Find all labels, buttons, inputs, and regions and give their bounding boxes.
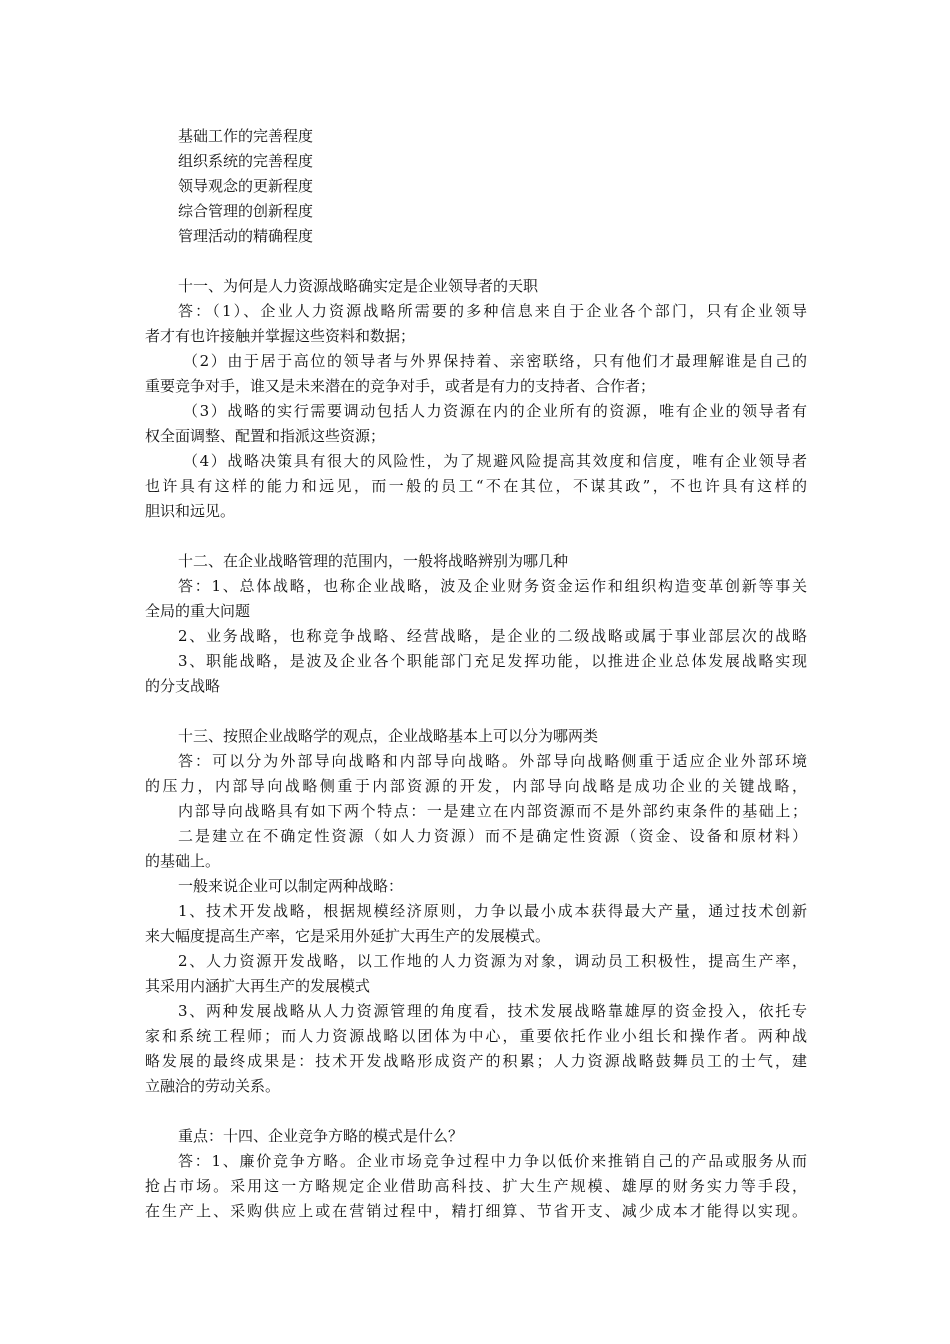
paragraph-line: 的压力，内部导向战略侧重于内部资源的开发，内部导向战略是成功企业的关键战略，: [145, 777, 807, 795]
list-item: 领导观念的更新程度: [178, 177, 314, 195]
paragraph-line: 的基础上。: [145, 852, 221, 870]
section-13-question: 十三、按照企业战略学的观点，企业战略基本上可以分为哪两类: [178, 727, 599, 745]
section-12-question: 十二、在企业战略管理的范围内，一般将战略辨别为哪几种: [178, 552, 569, 570]
section-11: [145, 274, 807, 524]
paragraph-line: 立融洽的劳动关系。: [145, 1077, 281, 1095]
paragraph-line: 1、技术开发战略，根据规模经济原则，力争以最小成本获得最大产量，通过技术创新: [178, 902, 807, 920]
paragraph-line: 略发展的最终成果是：技术开发战略形成资产的积累；人力资源战略鼓舞员工的士气，建: [145, 1052, 807, 1070]
paragraph-line: 家和系统工程师；而人力资源战略以团体为中心，重要依托作业小组长和操作者。两种战: [145, 1027, 807, 1045]
document-page: [145, 124, 807, 1224]
paragraph-line: 抢占市场。采用这一方略规定企业借助高科技、扩大生产规模、雄厚的财务实力等手段，: [145, 1177, 807, 1195]
paragraph-line: 答：1、廉价竞争方略。企业市场竞争过程中力争以低价来推销自己的产品或服务从而: [178, 1152, 807, 1170]
paragraph-line: （4）战略决策具有很大的风险性，为了规避风险提高其效度和信度，唯有企业领导者: [183, 452, 807, 470]
paragraph-line: 者才有也许接触并掌握这些资料和数据；: [145, 327, 416, 345]
paragraph-line: 的分支战略: [145, 677, 221, 695]
paragraph-line: 重要竞争对手，谁又是未来潜在的竞争对手，或者是有力的支持者、合作者；: [145, 377, 656, 395]
paragraph-line: 3、两种发展战略从人力资源管理的角度看，技术发展战略靠雄厚的资金投入，依托专: [178, 1002, 807, 1020]
paragraph-line: 全局的重大问题: [145, 602, 251, 620]
paragraph-line: 一般来说企业可以制定两种战略：: [178, 877, 404, 895]
paragraph-line: 3、职能战略，是波及企业各个职能部门充足发挥功能，以推进企业总体发展战略实现: [178, 652, 807, 670]
paragraph-line: 2、人力资源开发战略，以工作地的人力资源为对象，调动员工积极性，提高生产率，: [178, 952, 807, 970]
paragraph-line: 答：（1）、企业人力资源战略所需要的多种信息来自于企业各个部门，只有企业领导: [178, 302, 807, 320]
paragraph-line: 也许具有这样的能力和远见，而一般的员工“不在其位，不谋其政”，不也许具有这样的: [145, 477, 807, 495]
paragraph-line: （2）由于居于高位的领导者与外界保持着、亲密联络，只有他们才最理解谁是自己的: [183, 352, 807, 370]
paragraph-line: 胆识和远见。: [145, 502, 236, 520]
paragraph-line: 二是建立在不确定性资源（如人力资源）而不是确定性资源（资金、设备和原材料）: [178, 827, 807, 845]
section-12: [145, 549, 807, 699]
paragraph-line: 2、业务战略，也称竞争战略、经营战略，是企业的二级战略或属于事业部层次的战略: [178, 627, 807, 645]
section-14: [145, 1124, 807, 1224]
paragraph-line: （3）战略的实行需要调动包括人力资源在内的企业所有的资源，唯有企业的领导者有: [183, 402, 807, 420]
list-item: 基础工作的完善程度: [178, 127, 314, 145]
paragraph-line: 内部导向战略具有如下两个特点：一是建立在内部资源而不是外部约束条件的基础上；: [178, 802, 807, 820]
paragraph-line: 在生产上、采购供应上或在营销过程中，精打细算、节省开支、减少成本才能得以实现。: [145, 1202, 807, 1220]
paragraph-line: 来大幅度提高生产率，它是采用外延扩大再生产的发展模式。: [145, 927, 551, 945]
list-item: 组织系统的完善程度: [178, 152, 314, 170]
paragraph-line: 其采用内涵扩大再生产的发展模式: [145, 977, 371, 995]
list-item: 管理活动的精确程度: [178, 227, 314, 245]
section-11-question: 十一、为何是人力资源战略确实定是企业领导者的天职: [178, 277, 539, 295]
section-13: [145, 724, 807, 1099]
section-14-question: 重点：十四、企业竞争方略的模式是什么？: [178, 1127, 464, 1145]
paragraph-line: 答：1、总体战略，也称企业战略，波及企业财务资金运作和组织构造变革创新等事关: [178, 577, 807, 595]
top-list: [145, 124, 807, 249]
paragraph-line: 权全面调整、配置和指派这些资源；: [145, 427, 386, 445]
list-item: 综合管理的创新程度: [178, 202, 314, 220]
paragraph-line: 答：可以分为外部导向战略和内部导向战略。外部导向战略侧重于适应企业外部环境: [178, 752, 807, 770]
